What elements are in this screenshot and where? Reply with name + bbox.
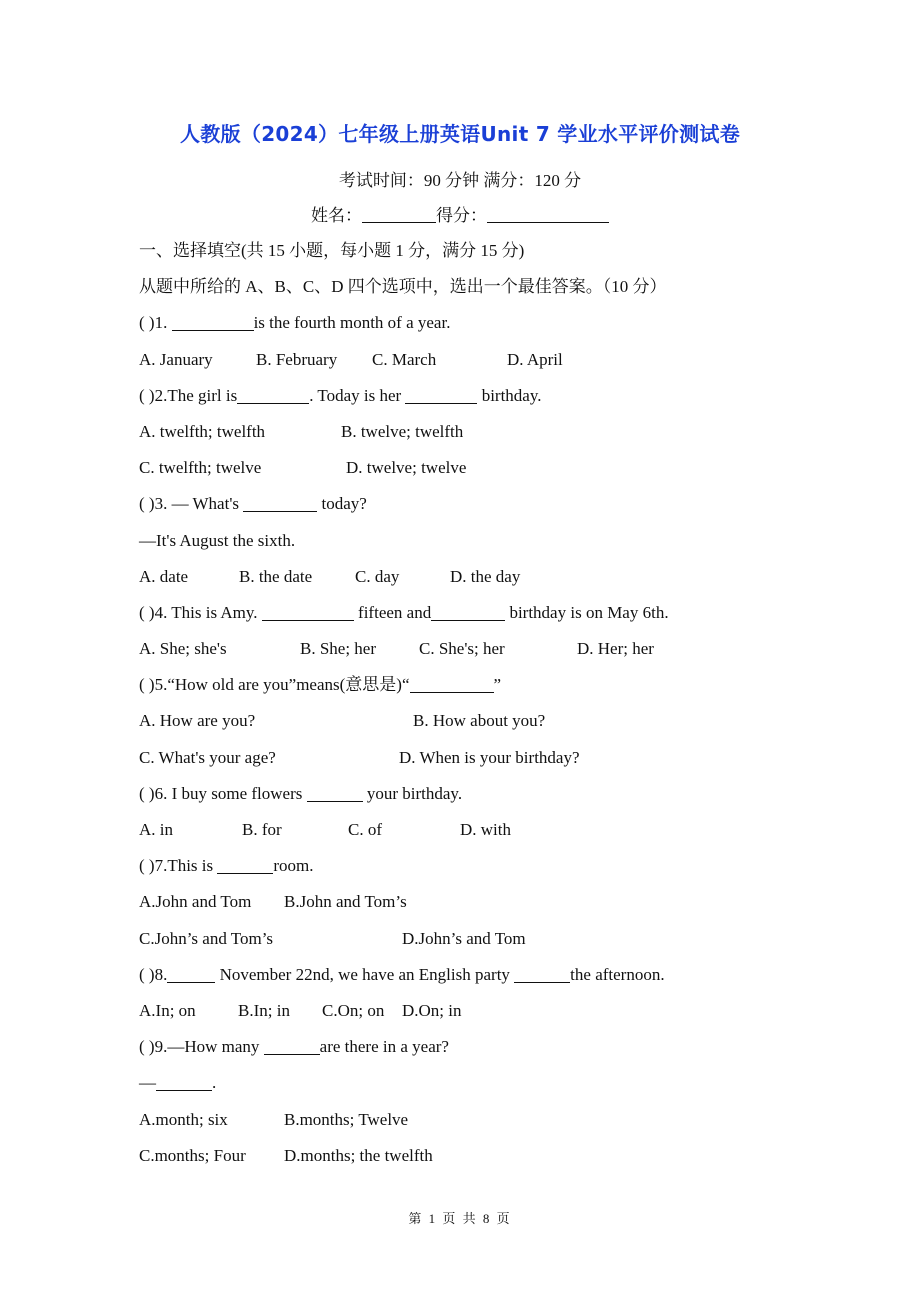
question-2: ( )2.The girl is . Today is her birthday. [139,385,542,405]
name-label: 姓名： [311,206,362,225]
option-b: B. twelve; twelfth [341,421,464,441]
option-a: A.In; on [139,1000,196,1020]
option-b: B.John and Tom’s [284,892,407,912]
option-a: A. January [139,349,213,369]
option-c: C. of [348,820,382,839]
question-9: ( )9.—How many are there in a year? [139,1037,449,1057]
option-b: B. How about you? [413,711,546,731]
question-7: ( )7.This is room. [139,856,314,876]
answer-blank[interactable] [156,1072,212,1091]
question-5: ( )5.“How old are you”means(意思是)“ ” [139,675,502,695]
score-label: 得分： [436,206,487,225]
option-b: B. for [242,820,282,839]
question-8: ( )8. November 22nd, we have an English party the afternoon. [139,964,665,984]
answer-blank[interactable] [431,602,505,621]
option-a: A. date [139,566,189,586]
answer-blank[interactable] [262,602,354,621]
option-b: B. She; her [300,639,377,659]
question-6-options [139,817,799,853]
answer-blank[interactable] [264,1036,320,1055]
answer-blank[interactable] [237,385,309,404]
option-b: B. February [256,349,338,369]
option-c: C. twelfth; twelve [139,458,262,478]
answer-blank[interactable] [405,385,477,404]
option-d: D.On; in [402,1000,462,1020]
option-d: D. Her; her [577,639,654,659]
question-4: ( )4. This is Amy. fifteen and birthday is on May 6th. [139,602,669,622]
answer-blank[interactable] [172,312,254,331]
option-b: B. the date [239,566,313,586]
option-c: C. What's your age? [139,747,276,767]
answer-blank[interactable] [217,855,273,874]
page-title: 人教版（2024）七年级上册英语Unit 7 学业水平评价测试卷 [180,122,740,146]
option-c: C. day [355,566,400,586]
option-a: A.month; six [139,1109,228,1129]
question-8-options [139,998,799,1034]
answer-blank[interactable] [410,674,494,693]
option-d: D. When is your birthday? [399,747,580,767]
question-list [139,238,799,1179]
question-9-options-row2 [139,1143,799,1179]
question-1: ( )1. is the fourth month of a year. [139,313,451,333]
question-5-options-row1 [139,708,799,744]
question-4-options [139,636,799,672]
question-1-options [139,347,799,383]
option-d: D.months; the twelfth [284,1145,433,1165]
option-b: B.months; Twelve [284,1109,409,1129]
option-c: C.John’s and Tom’s [139,928,274,948]
option-a: A. How are you? [139,711,256,731]
answer-blank[interactable] [514,964,570,983]
question-6: ( )6. I buy some flowers your birthday. [139,783,463,803]
option-a: A. She; she's [139,639,227,659]
answer-blank[interactable] [243,493,317,512]
question-3-answer: —It's August the sixth. [139,530,296,550]
question-3-options [139,564,799,600]
question-3: ( )3. — What's today? [139,494,367,514]
option-c: C.months; Four [139,1145,246,1165]
answer-blank[interactable] [307,783,363,802]
option-a: A. in [139,820,173,839]
option-d: D. April [507,349,563,369]
section-instruction: 从题中所给的 A、B、C、D 四个选项中，选出一个最佳答案。（10 分） [139,277,667,297]
option-d: D. twelve; twelve [346,458,467,478]
exam-info: 考试时间：90 分钟 满分：120 分 [338,171,582,190]
question-7-options-row2 [139,926,799,962]
option-a: A.John and Tom [139,892,252,912]
option-d: D.John’s and Tom [402,928,526,948]
option-c: C. She's; her [419,639,505,659]
option-c: C. March [372,349,437,369]
question-9-answer: — . [139,1073,217,1093]
question-2-options-row2 [139,455,799,491]
question-7-options-row1 [139,889,799,925]
option-b: B.In; in [238,1000,290,1020]
option-a: A. twelfth; twelfth [139,421,266,441]
name-score-line [0,201,920,226]
option-d: D. with [460,820,511,839]
option-c: C.On; on [322,1000,385,1020]
page-footer: 第 1 页 共 8 页 [408,1211,512,1226]
name-blank[interactable] [362,206,436,223]
score-blank[interactable] [487,206,609,223]
answer-blank[interactable] [167,964,215,983]
question-2-options-row1 [139,419,799,455]
question-9-options-row1 [139,1107,799,1143]
section-heading: 一、选择填空(共 15 小题，每小题 1 分，满分 15 分) [139,241,525,260]
question-5-options-row2 [139,745,799,781]
option-d: D. the day [450,566,521,586]
